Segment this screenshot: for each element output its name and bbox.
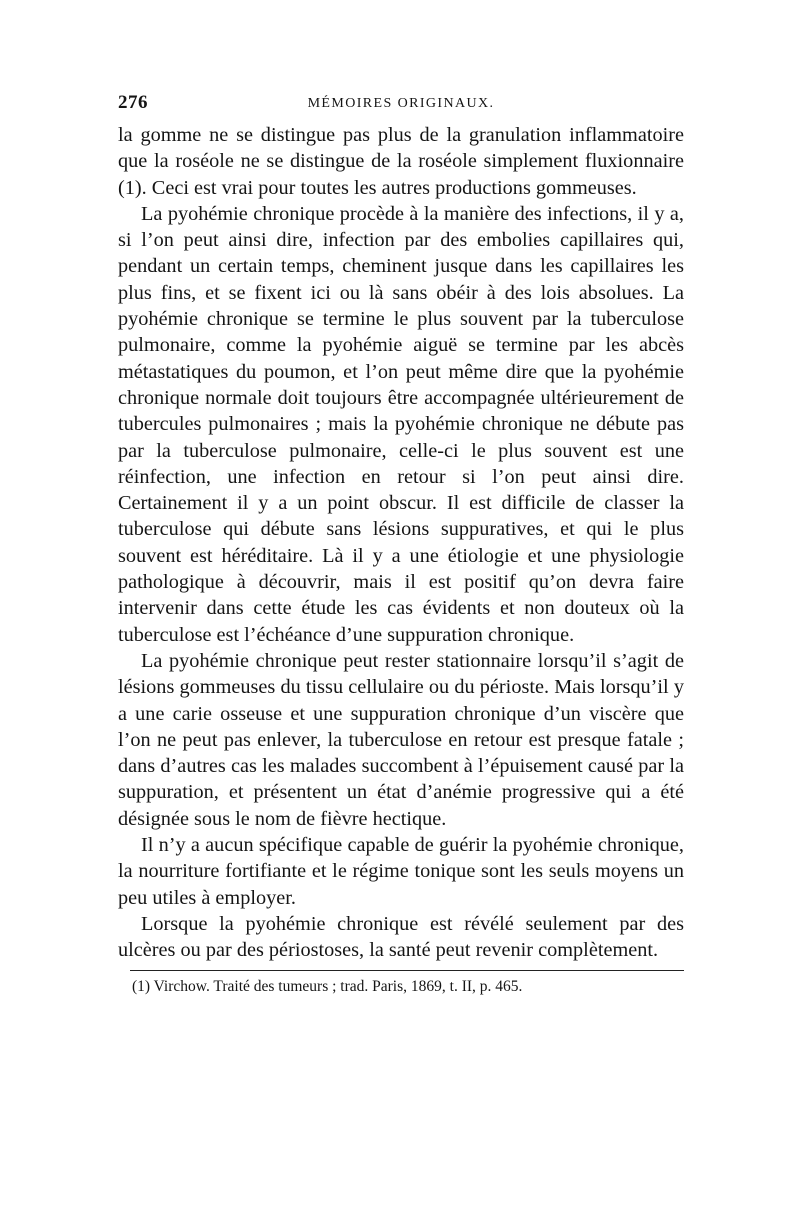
footnote: (1) Virchow. Traité des tumeurs ; trad. Paris, 1869, t. II, p. 465.	[132, 977, 523, 995]
paragraph-recovery: Lorsque la pyohémie chronique est révélé seulement par des ulcères ou par des périostoses, la santé peut revenir complètement.	[118, 912, 684, 962]
paragraph-continuation: la gomme ne se distingue pas plus de la granulation inflammatoire que la roséole ne se distingue de la roséole simplement fluxionnaire (1). Ceci est vrai pour toutes les autres productions gommeuses.	[118, 124, 684, 199]
footnote-divider	[130, 970, 684, 971]
paragraph-treatment: Il n’y a aucun spécifique capable de guérir la pyohémie chronique, la nourriture fortifiante et le régime tonique sont les seuls moyens un peu utiles à employer.	[118, 834, 684, 909]
document-page	[118, 92, 684, 997]
body-text	[118, 122, 684, 964]
page-number: 276	[118, 92, 148, 113]
header-title: MÉMOIRES ORIGINAUX.	[307, 96, 495, 111]
running-header	[118, 92, 684, 122]
paragraph-stationary-pyohemia: La pyohémie chronique peut rester stationnaire lorsqu’il s’agit de lésions gommeuses du tissu cellulaire ou du périoste. Mais lorsqu’il y a une carie osseuse et une suppuration chronique d’un viscère que l’on ne peut pas enlever, la tuberculose en retour est presque fatale ; dans d’autres cas les malades succombent à l’épuisement causé par la suppuration, et présentent un état d’anémie progressive qui a été désignée sous le nom de fièvre hectique.	[118, 649, 684, 830]
paragraph-chronic-pyohemia: La pyohémie chronique procède à la manière des infections, il y a, si l’on peut ainsi dire, infection par des embolies capillaires qui, pendant un certain temps, cheminent jusque dans les capillaires les plus fins, et se fixent ici ou là sans obéir à des lois absolues. La pyohémie chronique se termine le plus souvent par la tuberculose pulmonaire, comme la pyohémie aiguë se termine par les abcès métastatiques du poumon, et l’on peut même dire que la pyohémie chronique normale doit toujours être accompagnée ultérieurement de tubercules pulmonaires ; mais la pyohémie chronique ne débute pas par la tuberculose pulmonaire, celle-ci le plus souvent est une réinfection, une infection en retour si l’on peut ainsi dire. Certainement il y a un point obscur. Il est difficile de classer la tuberculose qui débute sans lésions suppuratives, et qui le plus souvent est héréditaire. Là il y a une étiologie et une physiologie pathologique à découvrir, mais il est positif qu’on devra faire intervenir dans cette étude les cas évidents et non douteux où la tuberculose est l’échéance d’une suppuration chronique.	[118, 202, 684, 646]
